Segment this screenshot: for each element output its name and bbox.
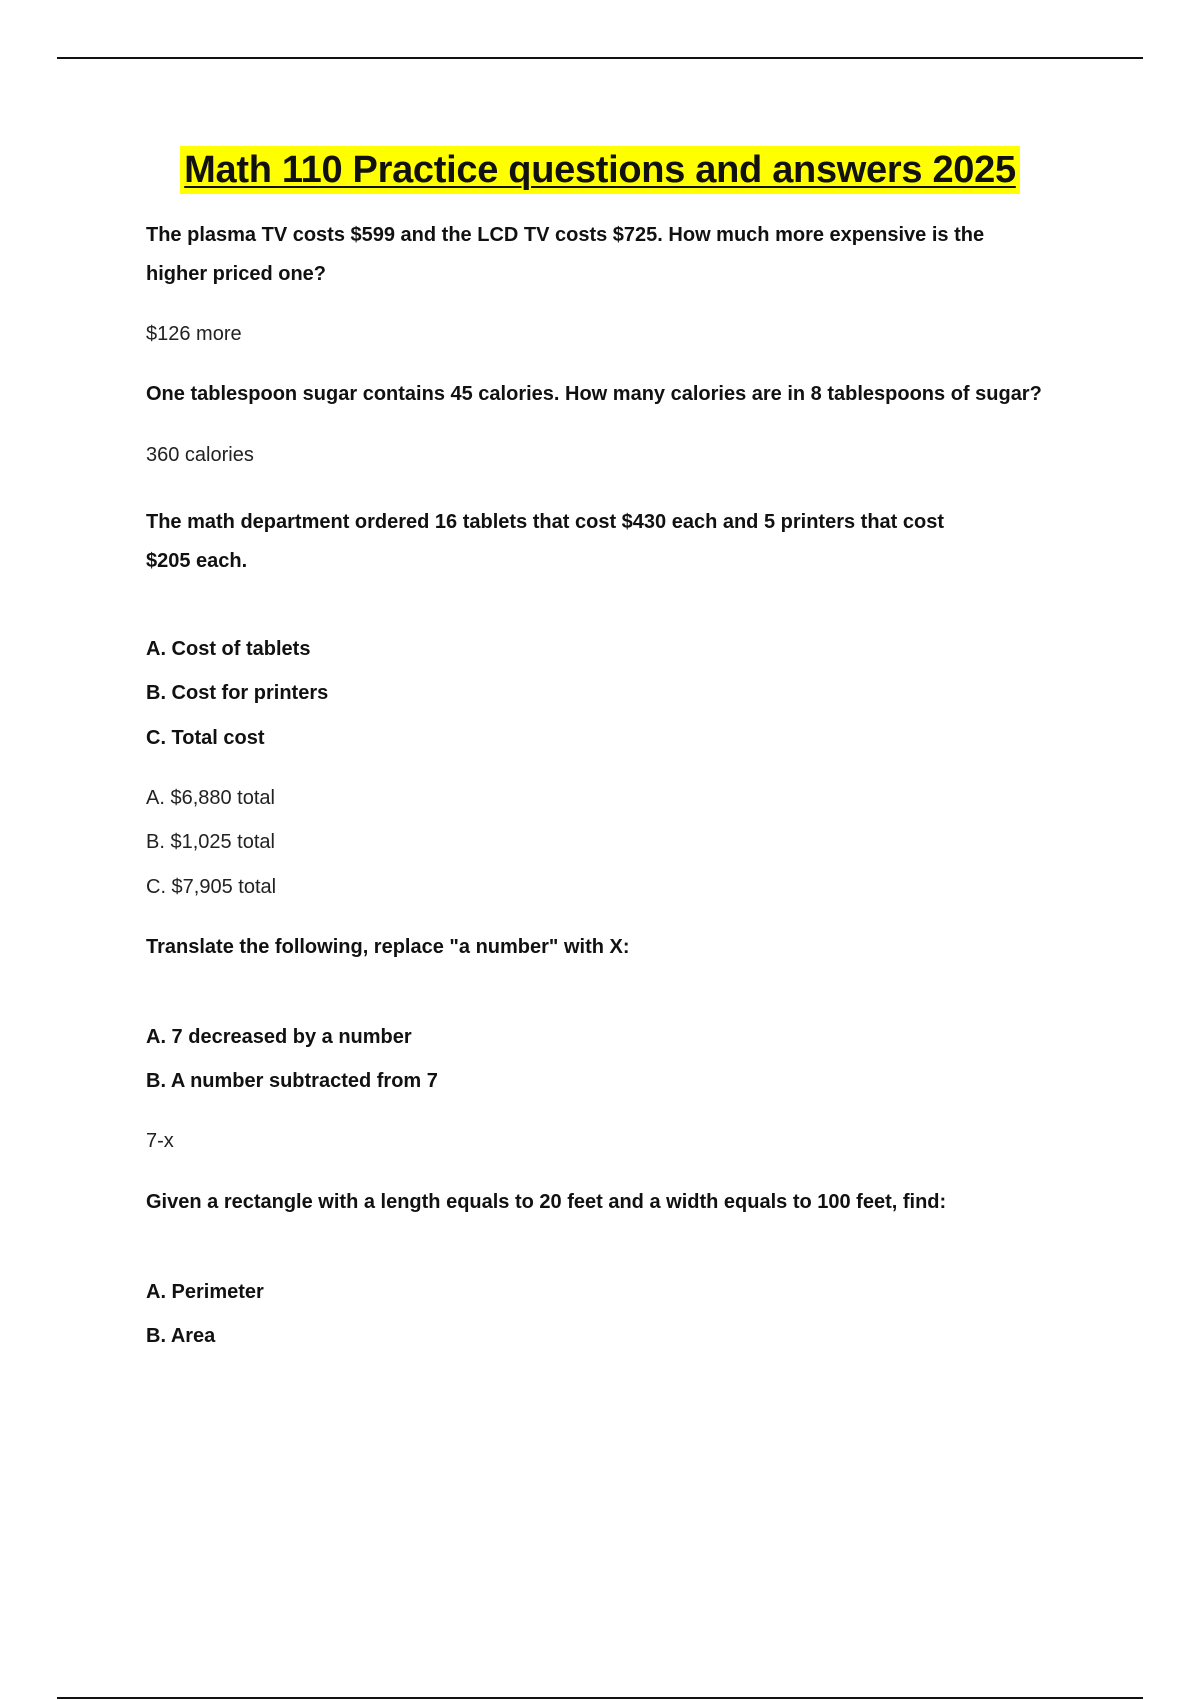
question-3-line-2: $205 each. [146,550,248,572]
answer-2: 360 calories [146,444,254,466]
question-4-part-b: B. A number subtracted from 7 [146,1070,438,1092]
title-container [0,146,1200,194]
question-5-part-b: B. Area [146,1325,216,1347]
question-5-part-a: A. Perimeter [146,1281,264,1303]
question-5: Given a rectangle with a length equals to 20 feet and a width equals to 100 feet, find: [146,1191,947,1213]
question-3-line-1: The math department ordered 16 tablets that cost $430 each and 5 printers that cost [146,511,944,533]
question-3-part-b: B. Cost for printers [146,682,329,704]
question-1-line-1: The plasma TV costs $599 and the LCD TV costs $725. How much more expensive is the [146,224,985,246]
answer-3-b: B. $1,025 total [146,831,275,853]
answer-4: 7-x [146,1130,174,1152]
question-3-part-a: A. Cost of tablets [146,638,311,660]
page-title: Math 110 Practice questions and answers 2025 [180,146,1020,194]
answer-1: $126 more [146,323,242,345]
answer-3-a: A. $6,880 total [146,787,275,809]
question-2: One tablespoon sugar contains 45 calories. How many calories are in 8 tablespoons of sugar? [146,383,1042,405]
top-rule [57,57,1143,59]
question-4-part-a: A. 7 decreased by a number [146,1026,412,1048]
question-4: Translate the following, replace "a number" with X: [146,936,630,958]
question-1-line-2: higher priced one? [146,263,327,285]
question-3-part-c: C. Total cost [146,727,265,749]
answer-3-c: C. $7,905 total [146,876,277,898]
bottom-rule [57,1697,1143,1699]
